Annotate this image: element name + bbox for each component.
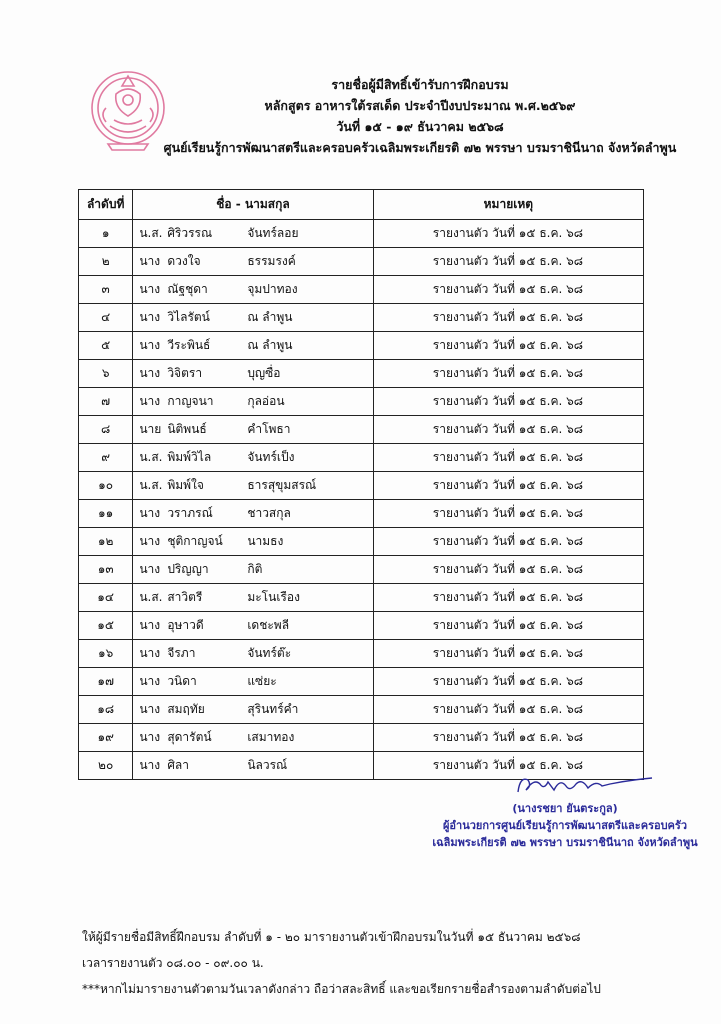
row-remark: รายงานตัว วันที่ ๑๕ ธ.ค. ๖๘ <box>373 332 643 360</box>
header-date: วันที่ ๑๕ - ๑๙ ธันวาคม ๒๕๖๘ <box>336 119 504 134</box>
row-fullname <box>133 696 373 724</box>
row-last-name: ชาวสกุล <box>247 506 291 520</box>
row-first-name: จีรภา <box>167 646 196 660</box>
table-row <box>79 640 644 668</box>
row-fullname <box>133 584 373 612</box>
row-fullname <box>133 752 373 780</box>
table-row <box>79 500 644 528</box>
row-title: นาง <box>139 702 161 716</box>
row-first-name: ชุติกาญจน์ <box>167 534 223 548</box>
table-row <box>79 220 644 248</box>
header-center: ศูนย์เรียนรู้การพัฒนาสตรีและครอบครัวเฉลิมพระเกียรติ ๗๒ พรรษา บรมราชินีนาถ จังหวัดลำพูน <box>163 140 677 155</box>
row-last-name: ณ ลำพูน <box>247 310 293 324</box>
row-number: ๖ <box>79 360 133 388</box>
row-last-name: กุลอ่อน <box>247 394 285 408</box>
header-remark: หมายเหตุ <box>373 190 643 220</box>
row-last-name: สุรินทร์คำ <box>247 702 299 716</box>
row-last-name: เดชะพลี <box>247 618 290 632</box>
row-remark: รายงานตัว วันที่ ๑๕ ธ.ค. ๖๘ <box>373 724 643 752</box>
row-first-name: อุษาวดี <box>167 618 204 632</box>
row-first-name: สมฤทัย <box>167 702 205 716</box>
header-course: หลักสูตร อาหารใต้รสเด็ด ประจำปีงบประมาณ พ.ศ.๒๕๖๙ <box>264 98 576 113</box>
row-number: ๗ <box>79 388 133 416</box>
row-fullname <box>133 332 373 360</box>
row-title: นาง <box>139 338 161 352</box>
row-first-name: พิมพ์ใจ <box>167 478 204 492</box>
row-title: นาง <box>139 674 161 688</box>
signer-position-1: ผู้อำนวยการศูนย์เรียนรู้การพัฒนาสตรีและครอบครัว <box>442 819 688 832</box>
row-number: ๑๒ <box>79 528 133 556</box>
row-fullname <box>133 248 373 276</box>
row-fullname <box>133 640 373 668</box>
footer-notes <box>82 924 702 1002</box>
table-row <box>79 696 644 724</box>
row-number: ๘ <box>79 416 133 444</box>
row-number: ๒ <box>79 248 133 276</box>
row-remark: รายงานตัว วันที่ ๑๕ ธ.ค. ๖๘ <box>373 472 643 500</box>
row-title: นาง <box>139 730 161 744</box>
row-number: ๑๑ <box>79 500 133 528</box>
table-row <box>79 556 644 584</box>
table-row <box>79 612 644 640</box>
row-fullname <box>133 360 373 388</box>
row-title: นาง <box>139 282 161 296</box>
row-remark: รายงานตัว วันที่ ๑๕ ธ.ค. ๖๘ <box>373 612 643 640</box>
row-first-name: สาวิตรี <box>167 590 203 604</box>
row-number: ๑ <box>79 220 133 248</box>
table-row <box>79 360 644 388</box>
roster-table <box>78 189 644 780</box>
row-remark: รายงานตัว วันที่ ๑๕ ธ.ค. ๖๘ <box>373 696 643 724</box>
row-last-name: นิลวรณ์ <box>247 758 288 772</box>
row-number: ๔ <box>79 304 133 332</box>
header-no: ลำดับที่ <box>79 190 133 220</box>
row-title: นาง <box>139 562 161 576</box>
table-row <box>79 472 644 500</box>
signature-icon <box>510 770 660 800</box>
roster-body <box>79 220 644 780</box>
row-title: นาย <box>139 422 162 436</box>
row-remark: รายงานตัว วันที่ ๑๕ ธ.ค. ๖๘ <box>373 500 643 528</box>
row-remark: รายงานตัว วันที่ ๑๕ ธ.ค. ๖๘ <box>373 444 643 472</box>
row-fullname <box>133 416 373 444</box>
table-row <box>79 248 644 276</box>
row-number: ๑๓ <box>79 556 133 584</box>
row-first-name: ศิลา <box>167 758 190 772</box>
row-fullname <box>133 444 373 472</box>
row-number: ๑๖ <box>79 640 133 668</box>
row-title: นาง <box>139 506 161 520</box>
row-first-name: ณัฐชุดา <box>167 282 208 296</box>
row-fullname <box>133 220 373 248</box>
row-first-name: วราภรณ์ <box>167 506 213 520</box>
row-last-name: ณ ลำพูน <box>247 338 293 352</box>
row-last-name: จันทร์ลอย <box>247 226 299 240</box>
row-fullname <box>133 612 373 640</box>
row-number: ๕ <box>79 332 133 360</box>
table-row <box>79 724 644 752</box>
row-remark: รายงานตัว วันที่ ๑๕ ธ.ค. ๖๘ <box>373 584 643 612</box>
row-first-name: กาญจนา <box>167 394 214 408</box>
signer-name: (นางรชยา ยันตระกูล) <box>512 802 618 815</box>
header-title: รายชื่อผู้มีสิทธิ์เข้ารับการฝึกอบรม <box>331 77 509 92</box>
row-remark: รายงานตัว วันที่ ๑๕ ธ.ค. ๖๘ <box>373 752 643 780</box>
row-remark: รายงานตัว วันที่ ๑๕ ธ.ค. ๖๘ <box>373 220 643 248</box>
row-title: นาง <box>139 254 161 268</box>
row-title: นาง <box>139 618 161 632</box>
row-title: นาง <box>139 394 161 408</box>
row-last-name: กิติ <box>247 562 263 576</box>
row-last-name: เสมาทอง <box>247 730 295 744</box>
row-remark: รายงานตัว วันที่ ๑๕ ธ.ค. ๖๘ <box>373 640 643 668</box>
row-title: นาง <box>139 366 161 380</box>
row-last-name: คำโพธา <box>247 422 291 436</box>
row-number: ๙ <box>79 444 133 472</box>
row-fullname <box>133 304 373 332</box>
row-remark: รายงานตัว วันที่ ๑๕ ธ.ค. ๖๘ <box>373 248 643 276</box>
row-fullname <box>133 528 373 556</box>
row-remark: รายงานตัว วันที่ ๑๕ ธ.ค. ๖๘ <box>373 360 643 388</box>
row-remark: รายงานตัว วันที่ ๑๕ ธ.ค. ๖๘ <box>373 304 643 332</box>
table-row <box>79 528 644 556</box>
row-fullname <box>133 500 373 528</box>
row-remark: รายงานตัว วันที่ ๑๕ ธ.ค. ๖๘ <box>373 668 643 696</box>
row-first-name: ปริญญา <box>167 562 209 576</box>
row-first-name: นิติพนธ์ <box>167 422 207 436</box>
table-row <box>79 304 644 332</box>
row-last-name: ธารสุขุมสรณ์ <box>247 478 317 492</box>
row-last-name: มะโนเรือง <box>247 590 300 604</box>
row-first-name: วิไลรัตน์ <box>167 310 210 324</box>
row-last-name: บุญซื่อ <box>247 366 281 380</box>
footer-line-2: เวลารายงานตัว ๐๘.๐๐ - ๐๙.๐๐ น. <box>82 956 264 970</box>
footer-line-3: ***หากไม่มารายงานตัวตามวันเวลาดังกล่าว ถือว่าสละสิทธิ์ และขอเรียกรายชื่อสำรองตามลำดับต่อไป <box>82 982 601 996</box>
row-remark: รายงานตัว วันที่ ๑๕ ธ.ค. ๖๘ <box>373 388 643 416</box>
table-row <box>79 388 644 416</box>
row-fullname <box>133 668 373 696</box>
row-remark: รายงานตัว วันที่ ๑๕ ธ.ค. ๖๘ <box>373 276 643 304</box>
row-number: ๑๘ <box>79 696 133 724</box>
row-fullname <box>133 388 373 416</box>
table-row <box>79 416 644 444</box>
row-fullname <box>133 472 373 500</box>
row-last-name: จันทร์เป็ง <box>247 450 295 464</box>
row-fullname <box>133 276 373 304</box>
emblem-seal-icon <box>86 64 170 156</box>
table-row <box>79 332 644 360</box>
row-last-name: จันทร์ต๊ะ <box>247 646 292 660</box>
row-first-name: วนิดา <box>167 674 197 688</box>
table-row <box>79 444 644 472</box>
row-fullname <box>133 556 373 584</box>
row-first-name: วิจิตรา <box>167 366 203 380</box>
row-number: ๑๔ <box>79 584 133 612</box>
row-title: น.ส. <box>139 478 163 492</box>
row-first-name: ศิริวรรณ <box>167 226 213 240</box>
row-title: น.ส. <box>139 450 163 464</box>
row-remark: รายงานตัว วันที่ ๑๕ ธ.ค. ๖๘ <box>373 528 643 556</box>
table-row <box>79 668 644 696</box>
row-title: นาง <box>139 646 161 660</box>
row-title: น.ส. <box>139 226 163 240</box>
row-first-name: วีระพินธ์ <box>167 338 211 352</box>
row-title: นาง <box>139 310 161 324</box>
row-number: ๓ <box>79 276 133 304</box>
footer-line-1: ให้ผู้มีรายชื่อมีสิทธิ์ฝึกอบรม ลำดับที่ ๑ - ๒๐ มารายงานตัวเข้าฝึกอบรมในวันที่ ๑๕ ธันวาคม ๒๕๖๘ <box>82 930 581 944</box>
row-title: น.ส. <box>139 590 163 604</box>
row-number: ๑๙ <box>79 724 133 752</box>
row-title: นาง <box>139 758 161 772</box>
row-title: นาง <box>139 534 161 548</box>
signer-block <box>420 800 710 851</box>
row-remark: รายงานตัว วันที่ ๑๕ ธ.ค. ๖๘ <box>373 416 643 444</box>
row-number: ๑๐ <box>79 472 133 500</box>
row-remark: รายงานตัว วันที่ ๑๕ ธ.ค. ๖๘ <box>373 556 643 584</box>
row-last-name: จุมปาทอง <box>247 282 298 296</box>
row-fullname <box>133 724 373 752</box>
header-name: ชื่อ - นามสกุล <box>133 190 373 220</box>
row-number: ๒๐ <box>79 752 133 780</box>
row-number: ๑๗ <box>79 668 133 696</box>
row-number: ๑๕ <box>79 612 133 640</box>
document-header <box>160 74 680 158</box>
row-last-name: นามธง <box>247 534 284 548</box>
table-header-row <box>79 190 644 220</box>
row-first-name: ดวงใจ <box>167 254 201 268</box>
row-last-name: ธรรมรงค์ <box>247 254 296 268</box>
table-row <box>79 584 644 612</box>
table-row <box>79 276 644 304</box>
signer-position-2: เฉลิมพระเกียรติ ๗๒ พรรษา บรมราชินีนาถ จังหวัดลำพูน <box>432 836 698 849</box>
row-first-name: สุดารัตน์ <box>167 730 212 744</box>
row-last-name: แซ่ยะ <box>247 674 277 688</box>
row-first-name: พิมพ์วิไล <box>167 450 212 464</box>
